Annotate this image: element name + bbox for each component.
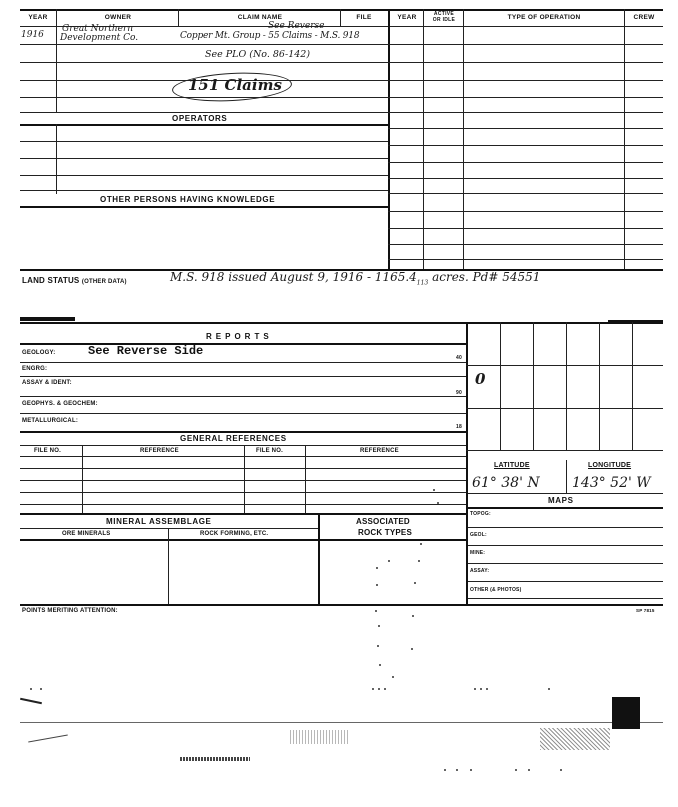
row-rule bbox=[388, 178, 663, 179]
row-rule bbox=[388, 128, 663, 129]
maps-mine: MINE: bbox=[470, 550, 486, 556]
divider bbox=[244, 445, 245, 513]
ore-minerals-header: ORE MINERALS bbox=[62, 531, 111, 537]
row-rule bbox=[20, 492, 466, 493]
scan-dot bbox=[474, 688, 476, 690]
row-rule bbox=[20, 445, 466, 446]
divider bbox=[463, 9, 464, 269]
scan-dot bbox=[30, 688, 32, 690]
scan-dot bbox=[377, 645, 379, 647]
divider bbox=[318, 513, 320, 605]
mineral-assemblage-heading: MINERAL ASSEMBLAGE bbox=[106, 517, 212, 526]
latitude-value: 61° 38' N bbox=[472, 475, 540, 491]
other-persons-rule bbox=[20, 206, 388, 208]
divider bbox=[56, 124, 57, 194]
scan-dot bbox=[375, 610, 377, 612]
land-status-value-sub: 113 bbox=[416, 279, 429, 287]
scan-dot bbox=[548, 688, 550, 690]
scan-dot bbox=[392, 676, 394, 678]
row-rule bbox=[20, 468, 466, 469]
divider bbox=[82, 445, 83, 513]
scan-dot bbox=[560, 769, 562, 771]
metallurgical-label: METALLURGICAL: bbox=[22, 418, 79, 424]
scan-dot bbox=[376, 567, 378, 569]
row-rule bbox=[20, 190, 388, 191]
grid-col bbox=[500, 322, 501, 450]
grid-col bbox=[566, 322, 567, 450]
row-rule bbox=[20, 431, 466, 433]
top-border bbox=[20, 9, 663, 11]
row-rule bbox=[388, 97, 663, 98]
scan-dot bbox=[378, 688, 380, 690]
row-rule bbox=[20, 112, 388, 113]
divider bbox=[56, 9, 57, 26]
row-rule bbox=[388, 145, 663, 146]
scan-dot bbox=[379, 664, 381, 666]
scan-line bbox=[20, 722, 663, 723]
row-rule bbox=[466, 493, 663, 494]
row-rule bbox=[388, 193, 663, 194]
scan-dot bbox=[470, 769, 472, 771]
scan-dot bbox=[376, 584, 378, 586]
scan-noise-block bbox=[290, 730, 350, 744]
scan-dot bbox=[40, 688, 42, 690]
grid-mark: 0 bbox=[475, 370, 486, 388]
latitude-label: LATITUDE bbox=[494, 462, 530, 469]
row-rule bbox=[20, 528, 318, 529]
row-rule bbox=[20, 158, 388, 159]
assay-ident-code: 90 bbox=[456, 390, 462, 396]
row-rule bbox=[388, 244, 663, 245]
land-status-value-tail: acres. Pd# 54551 bbox=[432, 270, 541, 284]
col-crew-header: CREW bbox=[633, 14, 655, 21]
scan-dot bbox=[414, 582, 416, 584]
file-no2-header: FILE NO. bbox=[256, 448, 283, 454]
scan-dot bbox=[528, 769, 530, 771]
scan-noise-block bbox=[540, 728, 610, 750]
row-rule bbox=[388, 228, 663, 229]
col-active-header bbox=[424, 11, 464, 23]
geology-code: 40 bbox=[456, 355, 462, 361]
scan-stroke bbox=[28, 735, 68, 743]
divider bbox=[56, 26, 57, 113]
divider bbox=[340, 9, 341, 26]
metallurgical-code: 18 bbox=[456, 424, 462, 430]
entry-year: 1916 bbox=[21, 30, 44, 40]
scan-dot bbox=[515, 769, 517, 771]
entry-claim-line1: Copper Mt. Group - 55 Claims - M.S. 918 bbox=[180, 31, 360, 41]
row-rule bbox=[20, 396, 466, 397]
row-rule bbox=[20, 456, 466, 457]
reports-heading-rule bbox=[20, 343, 466, 345]
scan-dark-blob bbox=[612, 697, 640, 729]
row-rule bbox=[466, 598, 663, 599]
row-rule bbox=[388, 80, 663, 81]
col-year2-header: YEAR bbox=[397, 14, 417, 21]
entry-claim-line2: See PLO (No. 86-142) bbox=[205, 49, 311, 60]
row-rule bbox=[388, 62, 663, 63]
scan-dot bbox=[411, 648, 413, 650]
divider bbox=[423, 9, 424, 269]
scan-dot bbox=[420, 543, 422, 545]
entry-owner-line2: Development Co. bbox=[60, 33, 139, 43]
longitude-value: 143° 52' W bbox=[572, 475, 651, 491]
row-rule bbox=[466, 527, 663, 528]
divider bbox=[168, 528, 169, 605]
grid-col bbox=[533, 322, 534, 450]
maps-other: OTHER (& PHOTOS) bbox=[470, 587, 522, 593]
grid-row bbox=[466, 450, 663, 451]
or-idle-label: OR IDLE bbox=[432, 17, 456, 23]
divider bbox=[566, 460, 567, 494]
scan-dot bbox=[480, 688, 482, 690]
row-rule bbox=[20, 376, 466, 377]
circled-claims-text: 151 Claims bbox=[188, 76, 282, 94]
row-rule bbox=[388, 259, 663, 260]
scan-dot bbox=[456, 769, 458, 771]
row-rule bbox=[20, 539, 466, 541]
points-rule bbox=[20, 604, 663, 606]
engrg-label: ENGRG: bbox=[22, 366, 48, 372]
land-status-text: LAND STATUS bbox=[22, 276, 80, 285]
operators-heading: OPERATORS bbox=[172, 114, 228, 123]
col-file-header: FILE bbox=[356, 14, 372, 21]
scan-noise-block bbox=[180, 757, 250, 761]
scan-dot bbox=[388, 560, 390, 562]
divider-main bbox=[388, 9, 390, 269]
scan-dot bbox=[437, 502, 439, 504]
longitude-label: LONGITUDE bbox=[588, 462, 632, 469]
rock-types-label: ROCK TYPES bbox=[358, 528, 413, 537]
row-rule bbox=[20, 480, 466, 481]
reports-heading: REPORTS bbox=[206, 332, 273, 341]
geophys-label: GEOPHYS. & GEOCHEM: bbox=[22, 401, 98, 407]
land-status-value-main: M.S. 918 issued August 9, 1916 - 1165.4 bbox=[170, 270, 417, 284]
row-rule bbox=[466, 581, 663, 582]
row-rule bbox=[20, 62, 388, 63]
geology-value: See Reverse Side bbox=[88, 344, 204, 358]
other-persons-heading: OTHER PERSONS HAVING KNOWLEDGE bbox=[100, 195, 276, 204]
row-rule bbox=[20, 44, 388, 45]
scan-dot bbox=[486, 688, 488, 690]
col-year-header: YEAR bbox=[28, 14, 48, 21]
scan-dot bbox=[372, 688, 374, 690]
file-no-header: FILE NO. bbox=[34, 448, 61, 454]
mineral-top-rule bbox=[20, 513, 466, 515]
col-type-header: TYPE OF OPERATION bbox=[507, 14, 581, 21]
scan-dot bbox=[444, 769, 446, 771]
row-rule bbox=[466, 563, 663, 564]
scan-stroke bbox=[20, 698, 42, 705]
reports-top-bar-left bbox=[20, 317, 75, 321]
entry-claim-note: See Reverse bbox=[268, 21, 325, 31]
row-rule bbox=[388, 162, 663, 163]
scan-dot bbox=[412, 615, 414, 617]
rock-forming-header: ROCK FORMING, ETC. bbox=[200, 531, 269, 537]
row-rule bbox=[20, 175, 388, 176]
row-rule bbox=[388, 44, 663, 45]
land-status-sublabel: (OTHER DATA) bbox=[81, 279, 127, 285]
maps-heading: MAPS bbox=[548, 496, 574, 505]
grid-row bbox=[466, 365, 663, 366]
divider bbox=[178, 9, 179, 26]
maps-left-edge bbox=[466, 493, 468, 605]
operators-rule bbox=[20, 124, 388, 126]
assay-ident-label: ASSAY & IDENT: bbox=[22, 380, 72, 386]
entry-owner-line1: Great Northern bbox=[62, 24, 134, 34]
row-rule bbox=[20, 141, 388, 142]
scan-dot bbox=[418, 560, 420, 562]
scan-dot bbox=[433, 489, 435, 491]
col-owner-header: OWNER bbox=[104, 14, 132, 21]
row-rule bbox=[388, 211, 663, 212]
grid-col bbox=[632, 322, 633, 450]
land-status-label bbox=[22, 276, 127, 285]
row-rule bbox=[20, 413, 466, 414]
points-label: POINTS MERITING ATTENTION: bbox=[22, 608, 118, 614]
grid-col bbox=[599, 322, 600, 450]
divider bbox=[305, 445, 306, 513]
reports-top-bar-right bbox=[608, 320, 663, 324]
scan-dot bbox=[384, 688, 386, 690]
associated-label: ASSOCIATED bbox=[356, 517, 410, 526]
scan-dot bbox=[378, 625, 380, 627]
maps-topog: TOPOG: bbox=[470, 511, 491, 517]
maps-rule bbox=[466, 507, 663, 509]
col-claim-name-header: CLAIM NAME bbox=[237, 14, 283, 21]
divider bbox=[624, 9, 625, 269]
row-rule bbox=[466, 545, 663, 546]
maps-assay: ASSAY: bbox=[470, 568, 490, 574]
row-rule bbox=[20, 362, 466, 363]
row-rule bbox=[388, 112, 663, 113]
reference2-header: REFERENCE bbox=[360, 448, 399, 454]
geology-label: GEOLOGY: bbox=[22, 350, 56, 356]
general-references-heading: GENERAL REFERENCES bbox=[180, 434, 287, 443]
maps-geol: GEOL: bbox=[470, 532, 487, 538]
reports-right-edge bbox=[466, 322, 468, 508]
active-label: ACTIVE bbox=[433, 11, 455, 17]
reference-header: REFERENCE bbox=[140, 448, 179, 454]
grid-row bbox=[466, 408, 663, 409]
land-status-value bbox=[170, 270, 540, 286]
form-number: SP 7815 bbox=[636, 608, 655, 613]
row-rule bbox=[20, 504, 466, 505]
